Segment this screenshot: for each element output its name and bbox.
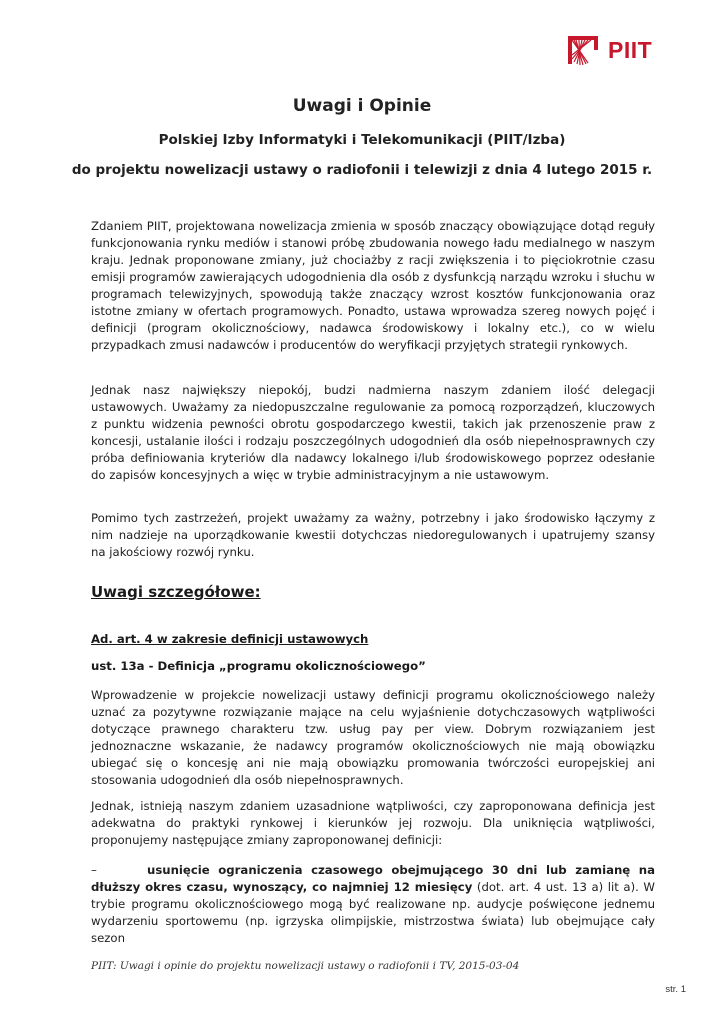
section-heading-detailed: Uwagi szczegółowe: (91, 583, 261, 601)
document-subtitle: Polskiej Izby Informatyki i Telekomunikacji (PIIT/Izba) (158, 132, 566, 148)
paragraph-concern: Jednak nasz największy niepokój, budzi nadmierna naszym zdaniem ilość delegacji ustawowych. Uważamy za niedopuszczalne regulowanie za pomocą rozporządzeń, kluczowych z punktu widzenia pewności obrotu gospodarczego kwestii, takich jak przenoszenie praw z koncesji, ustalanie ilości i rodzaju poszczególnych udogodnień dla osób niepełnosprawnych czy próba definiowania kryteriów dla nadawcy lokalnego i/lub środowiskowego poprzez odesłanie do zapisów koncesyjnych a więc w trybie administracyjnym a nie ustawowym. (91, 383, 655, 482)
paragraph-definition: Wprowadzenie w projekcie nowelizacji ustawy definicji programu okolicznościowego należy uznać za pozytywne rozwiązanie mające na celu wyjaśnienie dotychczasowych wątpliwości dotyczące prawnego charakteru tzw. usług pay per view. Dobrym rozwiązaniem jest jednoznaczne wskazanie, że nadawcy programów okolicznościowych nie mają obowiązku ubiegać się o koncesję ani nie mają obowiązku promowania twórczości europejskiej ani stosowania udogodnień dla osób niepełnosprawnych. (91, 688, 655, 787)
paragraph-doubts: Jednak, istnieją naszym zdaniem uzasadnione wątpliwości, czy zaproponowana definicja jest adekwatna do praktyki rynkowej i kierunków jej rozwoju. Dla uniknięcia wątpliwości, proponujemy następujące zmiany zaproponowanej definicji: (91, 799, 655, 847)
article-heading: Ad. art. 4 w zakresie definicji ustawowych (91, 632, 369, 646)
paragraph-hope: Pomimo tych zastrzeżeń, projekt uważamy za ważny, potrzebny i jako środowisko łączymy z nim nadzieje na uporządkowanie kwestii dotychczas niedoregulowanych i upatrujemy szansy na jakościowy rozwój rynku. (91, 511, 655, 559)
page-number: str. 1 (665, 984, 686, 995)
bullet-bold-text: usunięcie ograniczenia czasowego obejmującego 30 dni lub zamianę na dłuższy okres czasu, wynoszący, co najmniej 12 miesięcy (91, 863, 655, 894)
logo-text: PIIT (608, 36, 653, 63)
page-footer: PIIT: Uwagi i opinie do projektu nowelizacji ustawy o radiofonii i TV, 2015-03-04 (91, 960, 520, 972)
bullet-dash: – (91, 863, 97, 877)
document-title: Uwagi i Opinie (292, 96, 432, 116)
bullet-text: (dot. art. 4 ust. 13 a) lit a). W trybie programu okolicznościowego mogą być realizowane np. audycje poświęcone jednemu wydarzeniu sportowemu (np. igrzyska olimpijskie, mistrzostwa świata) lub obejmujące cały sezon (91, 880, 655, 945)
subsection-heading: ust. 13a - Definicja „programu okolicznościowego” (91, 659, 426, 673)
proposal-bullet (91, 862, 655, 947)
document-subtitle-2: do projektu nowelizacji ustawy o radiofonii i telewizji z dnia 4 lutego 2015 r. (71, 162, 653, 178)
piit-logo (566, 30, 662, 70)
paragraph-intro: Zdaniem PIIT, projektowana nowelizacja zmienia w sposób znaczący obowiązujące dotąd reguły funkcjonowania rynku mediów i stanowi próbę zbudowania nowego ładu medialnego w naszym kraju. Jednak proponowane zmiany, już chociażby z racji zwiększenia i to pięciokrotnie czasu emisji programów zawierających udogodnienia dla osób z dysfunkcją narządu wzroku i słuchu w programach telewizyjnych, spowodują także znaczący wzrost kosztów funkcjonowania oraz istotne zmiany w ofertach programowych. Ponadto, ustawa wprowadza szereg nowych pojęć i definicji (program okolicznościowy, nadawca środowiskowy i lokalny etc.), co w wielu przypadkach zmusi nadawców i producentów do weryfikacji przyjętych strategii rynkowych. (91, 219, 655, 352)
piit-logo-icon (566, 30, 606, 70)
